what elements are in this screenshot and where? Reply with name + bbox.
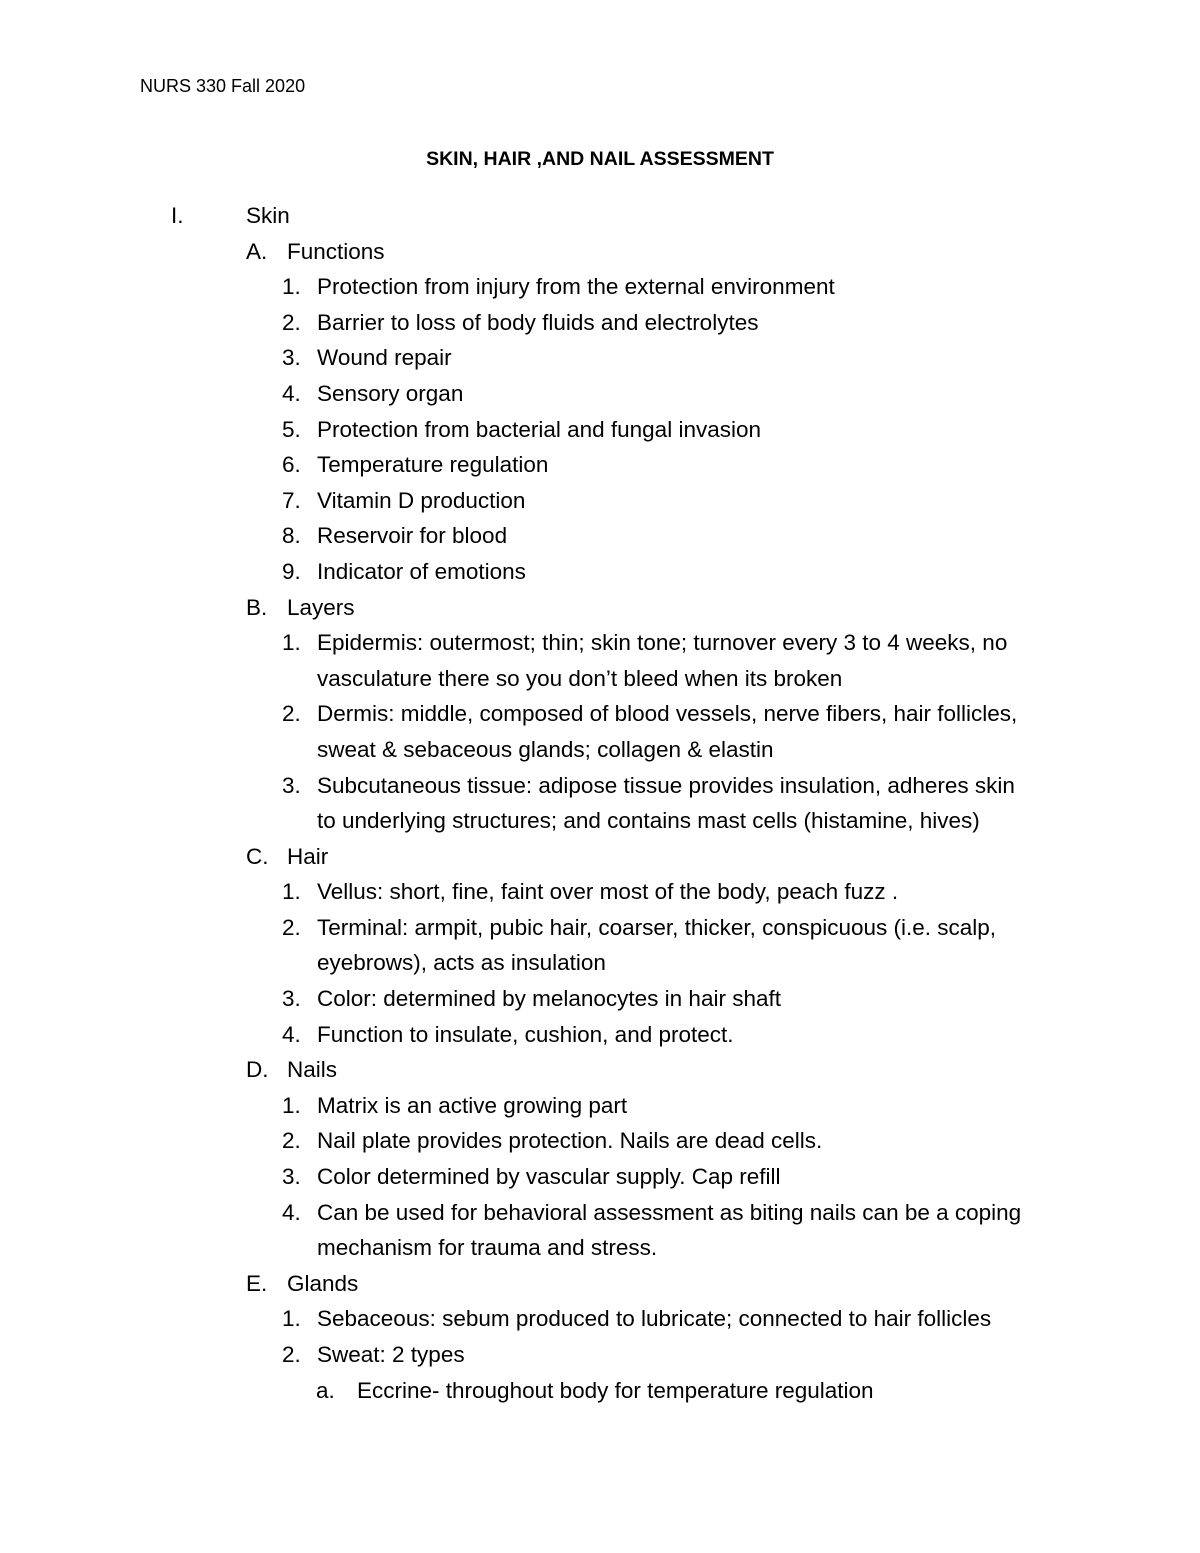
list-item	[0, 981, 1200, 1017]
list-item	[0, 696, 1200, 732]
list-marker: 1.	[282, 630, 301, 656]
list-marker: 2.	[282, 1128, 301, 1154]
list-marker: B.	[246, 594, 268, 620]
list-item	[0, 768, 1200, 804]
list-item	[0, 874, 1200, 910]
list-item-text: sweat & sebaceous glands; collagen & elastin	[317, 736, 774, 762]
list-marker: 3.	[282, 345, 301, 371]
outline-item-subsection	[0, 1052, 1200, 1088]
list-marker: 6.	[282, 452, 301, 478]
list-marker: 7.	[282, 487, 301, 513]
list-item-text: Skin	[246, 203, 290, 228]
list-item-text: Reservoir for blood	[317, 523, 508, 549]
list-item-text: Indicator of emotions	[317, 558, 526, 584]
list-item-text: to underlying structures; and contains mast cells (histamine, hives)	[317, 808, 980, 834]
list-item	[0, 910, 1200, 946]
list-item-text: Subcutaneous tissue: adipose tissue provides insulation, adheres skin	[317, 772, 1015, 798]
list-marker: a.	[316, 1377, 335, 1403]
list-item-text: Terminal: armpit, pubic hair, coarser, thicker, conspicuous (i.e. scalp,	[317, 914, 997, 940]
list-item-text: Function to insulate, cushion, and protect.	[317, 1021, 734, 1047]
list-marker: 2.	[282, 914, 301, 940]
list-marker: 5.	[282, 416, 301, 442]
list-marker: 4.	[282, 380, 301, 406]
list-marker: A.	[246, 238, 268, 264]
list-item	[0, 412, 1200, 448]
outline	[0, 198, 1200, 1408]
list-item	[0, 269, 1200, 305]
list-marker: 1.	[282, 1092, 301, 1118]
list-item-continuation	[0, 1230, 1200, 1266]
list-item	[0, 1159, 1200, 1195]
list-marker: D.	[246, 1057, 269, 1083]
list-item	[0, 1017, 1200, 1053]
list-marker: 2.	[282, 1342, 301, 1367]
list-item-continuation	[0, 732, 1200, 768]
list-item-text: Can be used for behavioral assessment as biting nails can be a coping	[317, 1199, 1022, 1225]
list-marker: 8.	[282, 523, 301, 549]
list-item-text: Protection from injury from the external environment	[317, 274, 835, 300]
list-item	[0, 1088, 1200, 1124]
list-item	[0, 1337, 1200, 1373]
list-subitem	[0, 1373, 1200, 1409]
list-item	[0, 483, 1200, 519]
list-item	[0, 1301, 1200, 1337]
list-item-text: Temperature regulation	[317, 452, 549, 478]
list-item	[0, 447, 1200, 483]
list-item	[0, 1123, 1200, 1159]
list-item	[0, 1195, 1200, 1231]
list-item-text: Epidermis: outermost; thin; skin tone; turnover every 3 to 4 weeks, no	[317, 630, 1008, 656]
list-item-text: Sebaceous: sebum produced to lubricate; connected to hair follicles	[317, 1306, 992, 1332]
list-item	[0, 376, 1200, 412]
list-item-text: Color determined by vascular supply. Cap refill	[317, 1164, 781, 1190]
list-item-continuation	[0, 803, 1200, 839]
list-item-text: eyebrows), acts as insulation	[317, 950, 606, 976]
list-item	[0, 554, 1200, 590]
list-item-text: Matrix is an active growing part	[317, 1092, 628, 1118]
outline-item-subsection	[0, 1266, 1200, 1302]
list-item-text: Wound repair	[317, 345, 452, 371]
list-marker: 3.	[282, 772, 301, 798]
list-item-text: Sensory organ	[317, 380, 464, 406]
list-item	[0, 518, 1200, 554]
list-item-text: Nail plate provides protection. Nails are dead cells.	[317, 1128, 823, 1154]
list-marker: E.	[246, 1270, 268, 1296]
list-marker: 4.	[282, 1199, 301, 1225]
list-item-text: Dermis: middle, composed of blood vessels, nerve fibers, hair follicles,	[317, 701, 1018, 727]
list-marker: 9.	[282, 558, 301, 584]
list-item-text: Eccrine- throughout body for temperature regulation	[357, 1377, 874, 1403]
list-item	[0, 625, 1200, 661]
list-item-text: Color: determined by melanocytes in hair shaft	[317, 986, 781, 1012]
outline-item-subsection	[0, 839, 1200, 875]
list-marker: 1.	[282, 274, 301, 300]
list-item-text: Nails	[287, 1057, 338, 1083]
outline-item-subsection	[0, 590, 1200, 626]
list-marker: 4.	[282, 1021, 301, 1047]
list-marker: 1.	[282, 1306, 301, 1332]
list-marker: 3.	[282, 986, 301, 1012]
list-marker: 2.	[282, 309, 301, 335]
list-item-text: mechanism for trauma and stress.	[317, 1235, 658, 1261]
document-title: SKIN, HAIR ,AND NAIL ASSESSMENT	[426, 148, 774, 170]
list-item-text: Sweat: 2 types	[317, 1342, 465, 1367]
list-item-text: Barrier to loss of body fluids and electrolytes	[317, 309, 759, 335]
outline-item-subsection	[0, 234, 1200, 270]
list-marker: 3.	[282, 1164, 301, 1190]
list-item-text: Protection from bacterial and fungal invasion	[317, 416, 762, 442]
list-item-text: Layers	[287, 594, 355, 620]
list-marker: C.	[246, 843, 269, 869]
list-item-text: Functions	[287, 238, 385, 264]
outline-item-section	[0, 198, 1200, 234]
list-marker: I.	[171, 203, 184, 228]
list-item-text: Glands	[287, 1270, 359, 1296]
list-item-text: Hair	[287, 843, 329, 869]
list-item	[0, 305, 1200, 341]
list-marker: 2.	[282, 701, 301, 727]
page-header: NURS 330 Fall 2020	[140, 76, 306, 96]
list-item-continuation	[0, 661, 1200, 697]
list-item-continuation	[0, 945, 1200, 981]
list-item-text: vasculature there so you don’t bleed when its broken	[317, 665, 843, 691]
list-marker: 1.	[282, 879, 301, 905]
list-item	[0, 340, 1200, 376]
list-item-text: Vitamin D production	[317, 487, 526, 513]
list-item-text: Vellus: short, fine, faint over most of the body, peach fuzz .	[317, 879, 899, 905]
